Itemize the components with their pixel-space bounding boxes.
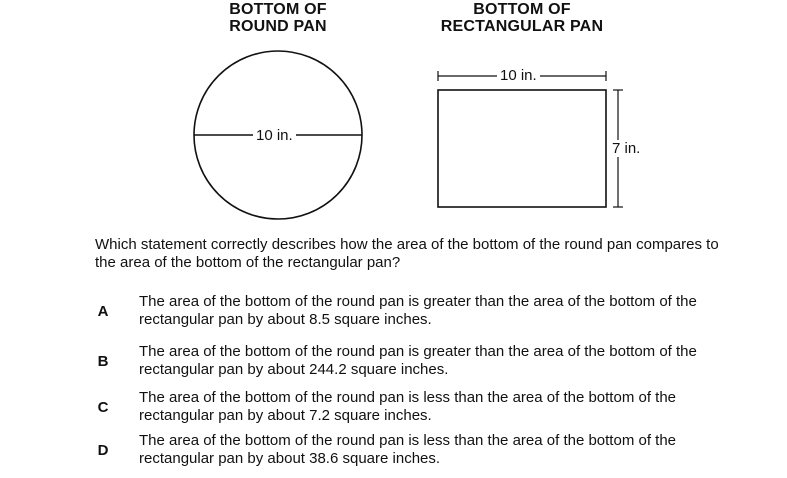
option-letter: A — [97, 303, 109, 320]
question-text: Which statement correctly describes how the area of the bottom of the round pan compares to the area of the bottom of the rectangular pan? — [95, 236, 719, 271]
pan-figures — [0, 0, 787, 230]
option-text: The area of the bottom of the round pan is less than the area of the bottom of the rectangular pan by about 38.6 square inches. — [139, 432, 677, 467]
option-text: The area of the bottom of the round pan is greater than the area of the bottom of the rectangular pan by about 244.2 square inches. — [139, 343, 697, 378]
rect-pan-title-line1: BOTTOM OF — [473, 1, 571, 18]
rect-pan-width-label: 10 in. — [497, 67, 540, 84]
option-letter: D — [97, 442, 109, 459]
option-text: The area of the bottom of the round pan is less than the area of the bottom of the rectangular pan by about 7.2 square inches. — [139, 389, 677, 424]
rect-pan-height-label: 7 in. — [612, 140, 641, 157]
rect-pan-rectangle — [438, 90, 606, 207]
round-pan-title-line2: ROUND PAN — [229, 18, 327, 35]
rect-pan-title-line2: RECTANGULAR PAN — [440, 18, 604, 35]
round-pan-title-line1: BOTTOM OF — [229, 1, 327, 18]
option-text: The area of the bottom of the round pan is greater than the area of the bottom of the rectangular pan by about 8.5 square inches. — [139, 293, 697, 328]
round-pan-diameter-label: 10 in. — [253, 127, 296, 144]
option-letter: C — [97, 399, 109, 416]
option-letter: B — [97, 353, 109, 370]
